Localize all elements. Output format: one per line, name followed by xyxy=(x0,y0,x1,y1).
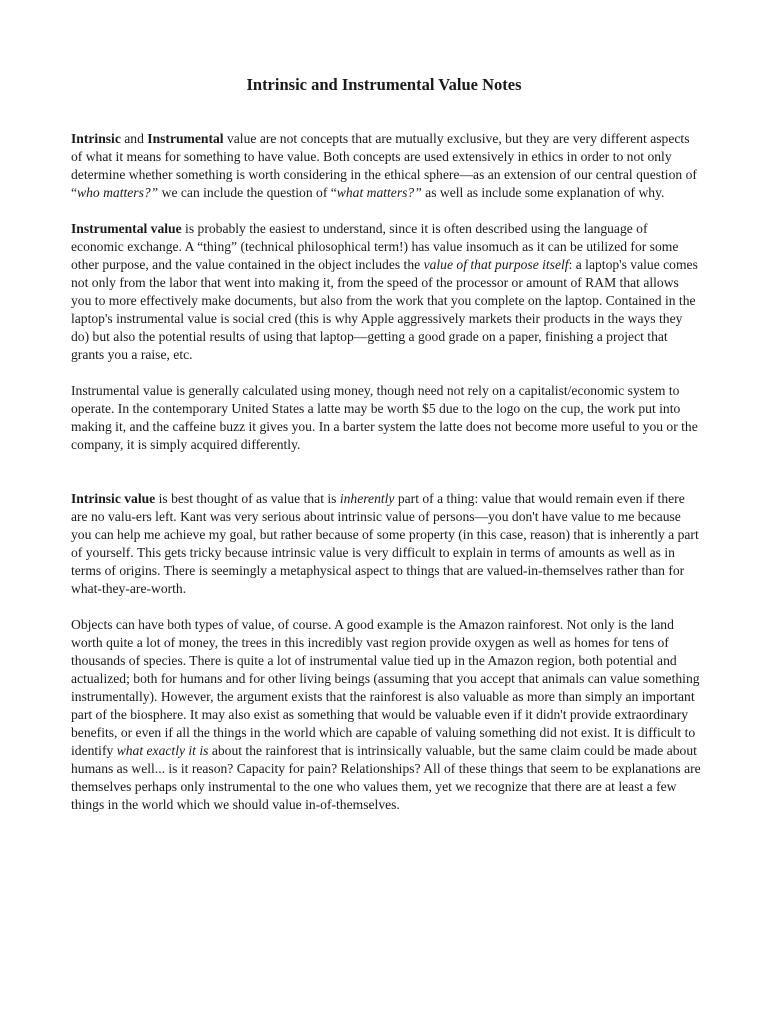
paragraph-intrinsic-value xyxy=(71,490,701,598)
term-instrumental: Instrumental xyxy=(147,131,224,146)
term-instrumental-value: Instrumental value xyxy=(71,221,182,236)
paragraph-rainforest xyxy=(71,616,701,814)
emphasis-what-exactly: what exactly it is xyxy=(116,743,209,758)
paragraph-instrumental-value xyxy=(71,220,701,364)
paragraph-intro xyxy=(71,130,701,202)
text-run: is best thought of as value that is xyxy=(155,491,340,506)
paragraph-money xyxy=(71,382,701,454)
emphasis-inherently: inherently xyxy=(339,491,395,506)
emphasis-value-of-purpose: value of that purpose itself xyxy=(423,257,569,272)
text-run: about the rainforest that is intrinsically valuable, but the same claim could be made about humans as well... is it reason? Capacity for pain? Relationships? All of these things that seem to be explanations are themselves perhaps only instrumental to the one who values them, yet we recognize that there are at least a few things in the world which we should value in-of-themselves. xyxy=(71,743,701,812)
text-run: Instrumental value is generally calculated using money, though need not rely on a capitalist/economic system to operate. In the contemporary United States a latte may be worth $5 due to the logo on the cup, the work put into making it, and the caffeine buzz it gives you. In a barter system the latte does not become more useful to you or the company, it is simply acquired differently. xyxy=(71,383,698,452)
emphasis-what-matters: what matters?” xyxy=(336,185,422,200)
text-run: is probably the easiest to understand, since it is often described using the language of economic exchange. A “thing” (technical philosophical term!) has value insomuch as it can be utilized for some other purpose, and the value contained in the object includes the xyxy=(71,221,679,272)
text-run: Objects can have both types of value, of course. A good example is the Amazon rainforest. Not only is the land worth quite a lot of money, the trees in this incredibly vast region provide oxygen as well as homes for tens of thousands of species. There is quite a lot of instrumental value tied up in the Amazon region, both potential and actualized; both for humans and for other living beings (assuming that you accept that animals can value something instrumentally). However, the argument exists that the rainforest is also valuable as more than simply an important part of the biosphere. It may also exist as something that would be valuable even if it didn't provide extraordinary benefits, or even if all the things in the world which are capable of valuing something did not exist. It is difficult to identify xyxy=(71,617,700,758)
document-body xyxy=(71,130,701,832)
emphasis-who-matters: who matters?” xyxy=(77,185,159,200)
term-intrinsic: Intrinsic xyxy=(71,131,121,146)
page-title: Intrinsic and Instrumental Value Notes xyxy=(246,75,522,94)
text-run: value are not concepts that are mutually exclusive, but they are very different aspects of what it means for something to have value. Both concepts are used extensively in ethics in order to not only determine whether something is worth considering in the ethical sphere—as an extension of our central question of “ xyxy=(71,131,697,200)
term-intrinsic-value: Intrinsic value xyxy=(71,491,156,506)
text-run: we can include the question of “ xyxy=(158,185,337,200)
text-run: : a laptop's value comes not only from the labor that went into making it, from the speed of the processor or amount of RAM that allows you to more effectively make documents, but also from the work that you complete on the laptop. Contained in the laptop's instrumental value is social cred (this is why Apple aggressively markets their products in the ways they do) but also the potential results of using that laptop—getting a good grade on a paper, finishing a project that grants you a raise, etc. xyxy=(71,257,698,362)
text-run: part of a thing: value that would remain even if there are no valu-ers left. Kant was very serious about intrinsic value of persons—you don't have value to me because you can help me achieve my goal, but rather because of some property (in this case, reason) that is inherently a part of yourself. This gets tricky because intrinsic value is very difficult to explain in terms of amounts as well as in terms of origins. There is seemingly a metaphysical aspect to things that are valued-in-themselves rather than for what-they-are-worth. xyxy=(71,491,699,596)
text-run: as well as include some explanation of why. xyxy=(421,185,665,200)
text-run: and xyxy=(120,131,148,146)
